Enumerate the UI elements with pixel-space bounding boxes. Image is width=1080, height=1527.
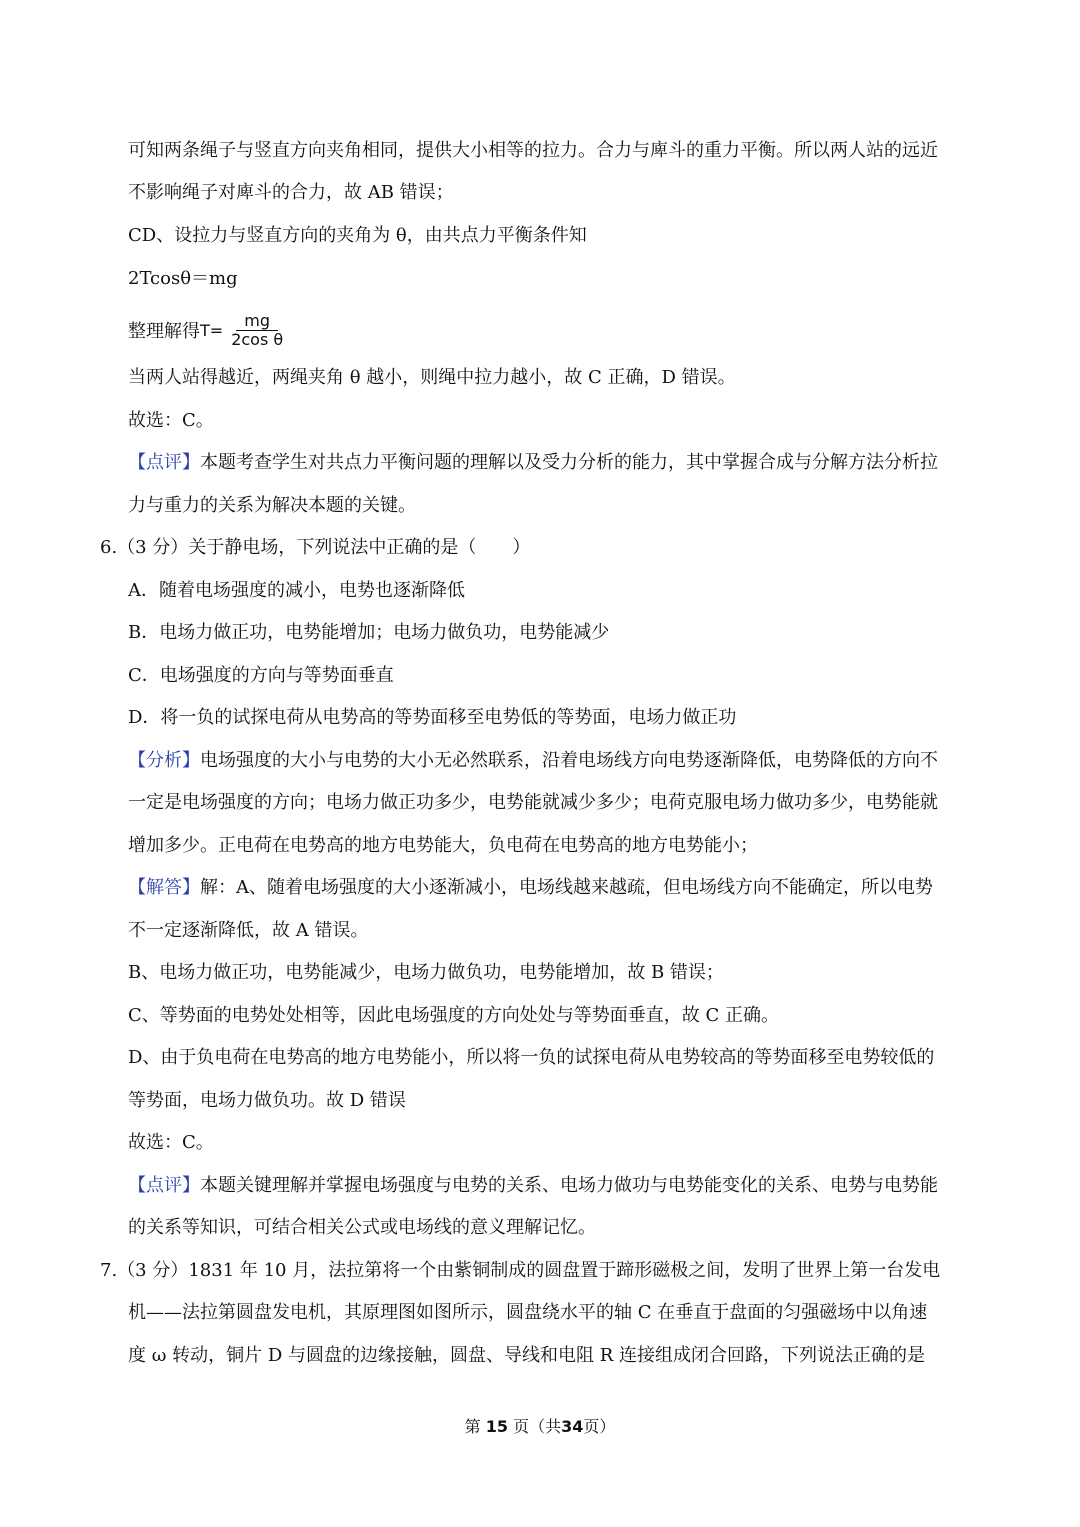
total-pages: 34 [561, 1417, 584, 1436]
formula-prefix: 整理解得 [128, 321, 200, 342]
comment-line [128, 451, 938, 475]
text-line: 的关系等知识，可结合相关公式或电场线的意义理解记忆。 [128, 1217, 596, 1238]
option-b: B．电场力做正功，电势能增加；电场力做负功，电势能减少 [128, 622, 610, 643]
option-a: A．随着电场强度的减小，电势也逐渐降低 [128, 580, 465, 601]
current-page-number: 15 [485, 1417, 508, 1436]
comment-line [128, 1174, 938, 1198]
text-line: 机——法拉第圆盘发电机，其原理图如图所示，圆盘绕水平的轴 C 在垂直于盘面的匀强磁场中以角速 [128, 1302, 928, 1323]
comment-text: 本题关键理解并掌握电场强度与电势的关系、电场力做功与电势能变化的关系、电势与电势能 [200, 1175, 938, 1196]
footer-prefix: 第 [464, 1417, 481, 1436]
analysis-text: 电场强度的大小与电势的大小无必然联系，沿着电场线方向电势逐渐降低，电势降低的方向不 [200, 750, 938, 771]
footer-suffix: 页） [583, 1417, 616, 1436]
option-d: D．将一负的试探电荷从电势高的等势面移至电势低的等势面，电场力做正功 [128, 707, 737, 728]
equation-line: 2Tcosθ＝mg [128, 268, 238, 289]
answer-line [128, 876, 933, 900]
question-title: 7.（3 分）1831 年 10 月，法拉第将一个由紫铜制成的圆盘置于蹄形磁极之间，发明了世界上第一台发电 [100, 1260, 941, 1281]
text-line: 增加多少。正电荷在电势高的地方电势能大，负电荷在电势高的地方电势能小； [128, 835, 758, 856]
text-line: D、由于负电荷在电势高的地方电势能小，所以将一负的试探电荷从电势较高的等势面移至电势较低的 [128, 1047, 935, 1068]
text-line: C、等势面的电势处处相等，因此电场强度的方向处处与等势面垂直，故 C 正确。 [128, 1005, 779, 1026]
text-line: 当两人站得越近，两绳夹角 θ 越小，则绳中拉力越小，故 C 正确，D 错误。 [128, 367, 736, 388]
formula-lhs: T= [200, 320, 224, 340]
fraction-denominator: 2cos θ [231, 329, 284, 349]
formula-line [128, 306, 289, 354]
answer-tag: 【解答】 [128, 877, 200, 898]
text-line: B、电场力做正功，电势能减少，电场力做负功，电势能增加，故 B 错误； [128, 962, 724, 983]
comment-tag: 【点评】 [128, 452, 200, 473]
text-line: 度 ω 转动，铜片 D 与圆盘的边缘接触，圆盘、导线和电阻 R 连接组成闭合回路，下列说法正确的是 [128, 1345, 925, 1366]
analysis-tag: 【分析】 [128, 750, 200, 771]
comment-tag: 【点评】 [128, 1175, 200, 1196]
text-line: 可知两条绳子与竖直方向夹角相同，提供大小相等的拉力。合力与庳斗的重力平衡。所以两人站的远近 [128, 140, 938, 161]
text-line: CD、设拉力与竖直方向的夹角为 θ，由共点力平衡条件知 [128, 225, 587, 246]
comment-text: 本题考查学生对共点力平衡问题的理解以及受力分析的能力，其中掌握合成与分解方法分析拉 [200, 452, 938, 473]
option-c: C．电场强度的方向与等势面垂直 [128, 665, 394, 686]
text-line: 力与重力的关系为解决本题的关键。 [128, 495, 416, 516]
text-line: 一定是电场强度的方向；电场力做正功多少，电势能就减少多少；电荷克服电场力做功多少，电势能就 [128, 792, 938, 813]
text-line: 不影响绳子对庳斗的合力，故 AB 错误； [128, 182, 454, 203]
question-title: 6.（3 分）关于静电场，下列说法中正确的是（ ） [100, 537, 531, 558]
text-line: 不一定逐渐降低，故 A 错误。 [128, 920, 369, 941]
page-footer [0, 1416, 1080, 1438]
fraction [225, 312, 289, 349]
text-line: 故选：C。 [128, 410, 214, 431]
answer-text: 解：A、随着电场强度的大小逐渐减小，电场线越来越疏，但电场线方向不能确定，所以电势 [200, 877, 933, 898]
text-line: 等势面，电场力做负功。故 D 错误 [128, 1090, 406, 1111]
analysis-line [128, 749, 938, 773]
fraction-numerator: mg [236, 312, 278, 331]
footer-middle: 页（共 [513, 1417, 562, 1436]
text-line: 故选：C。 [128, 1132, 214, 1153]
